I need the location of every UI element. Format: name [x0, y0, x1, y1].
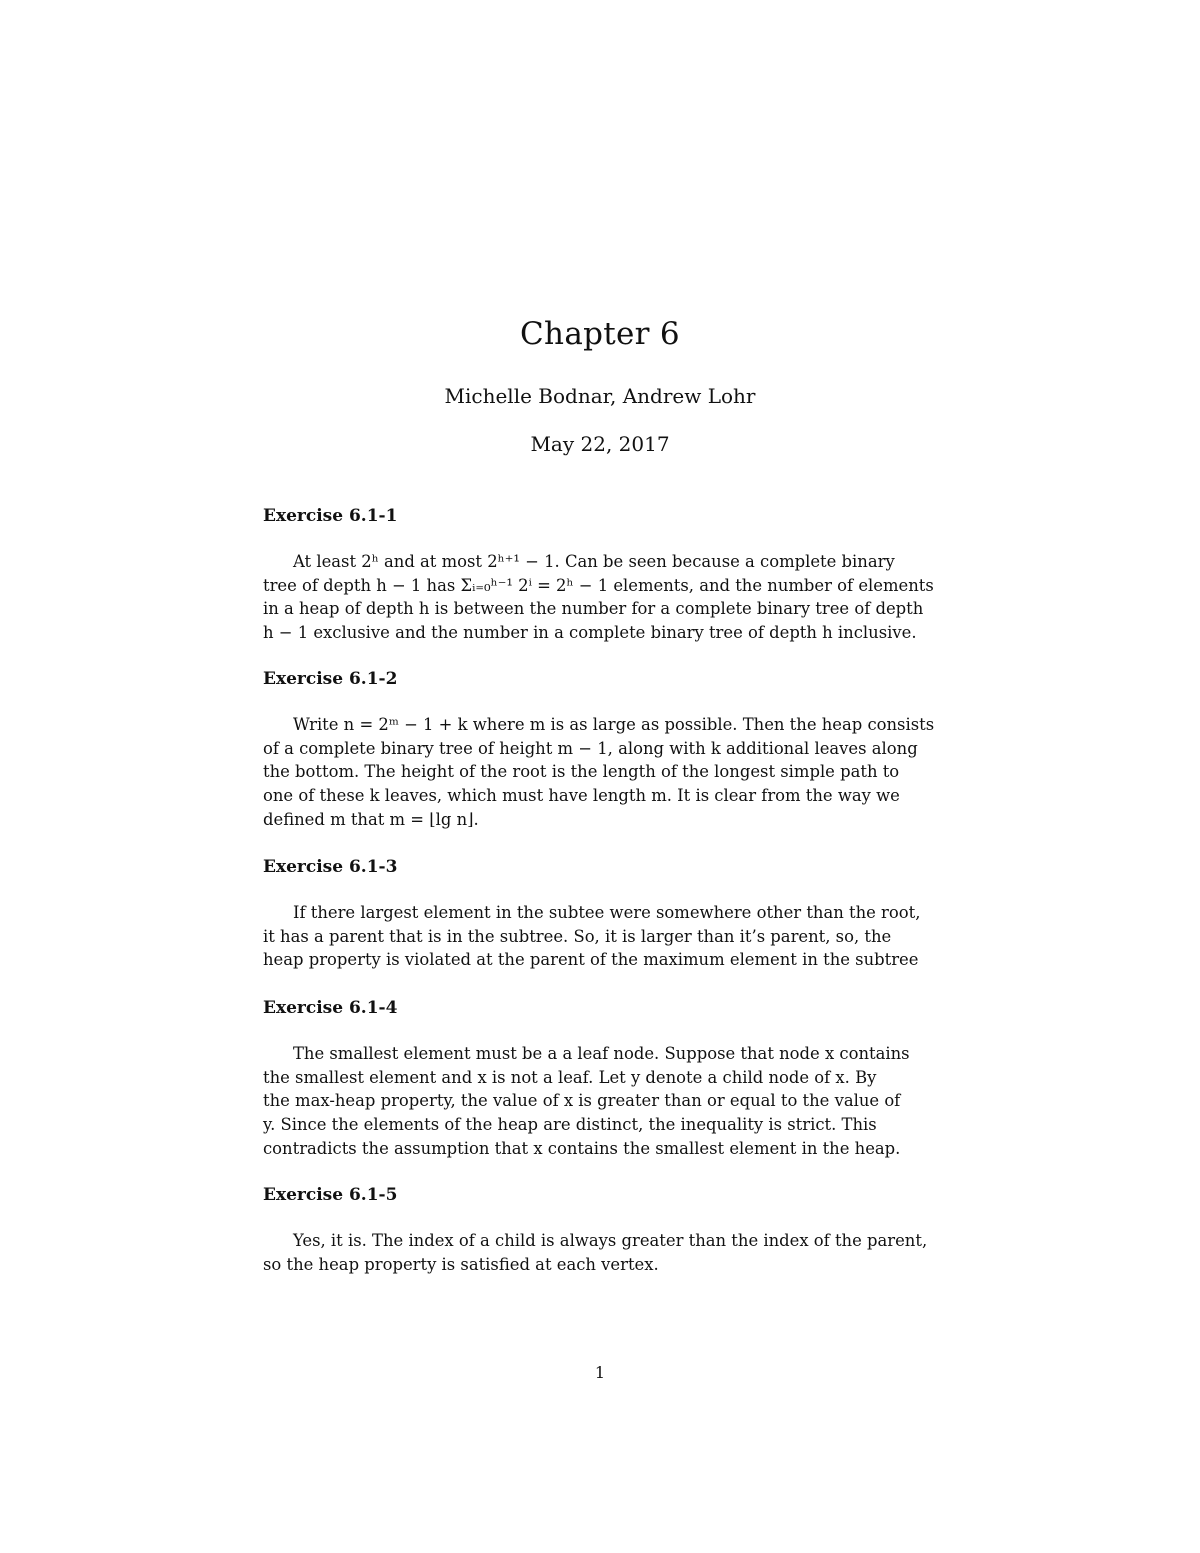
- text-line: of a complete binary tree of height m − 1, along with k additional leaves along: [263, 738, 918, 758]
- text-line: the max-heap property, the value of x is greater than or equal to the value of: [263, 1091, 901, 1111]
- text-line: At least 2ʰ and at most 2ʰ⁺¹ − 1. Can be seen because a complete binary: [293, 552, 895, 571]
- text-line: y. Since the elements of the heap are distinct, the inequality is strict. This: [263, 1115, 877, 1135]
- text-line: the bottom. The height of the root is the length of the longest simple path to: [263, 762, 900, 782]
- exercise-heading: Exercise 6.1-2: [263, 669, 398, 689]
- exercise-body: [263, 1042, 938, 1161]
- text-line: it has a parent that is in the subtree. So, it is larger than it’s parent, so, the: [263, 926, 892, 946]
- text-line: If there largest element in the subtee were somewhere other than the root,: [293, 903, 921, 922]
- chapter-title: Chapter 6: [520, 316, 680, 352]
- date: May 22, 2017: [530, 432, 670, 456]
- exercise-body: [263, 713, 938, 832]
- exercise-heading: Exercise 6.1-4: [263, 998, 398, 1018]
- text-line: Yes, it is. The index of a child is always greater than the index of the parent,: [293, 1231, 928, 1250]
- text-line: so the heap property is satisfied at each vertex.: [263, 1254, 659, 1274]
- exercise-heading: Exercise 6.1-1: [263, 506, 398, 526]
- exercise-body: [263, 901, 938, 972]
- page-number: 1: [594, 1363, 606, 1382]
- text-line: defined m that m = ⌊lg n⌋.: [263, 809, 479, 829]
- text-line: in a heap of depth h is between the number for a complete binary tree of depth: [263, 599, 924, 619]
- text-line: one of these k leaves, which must have length m. It is clear from the way we: [263, 786, 900, 806]
- text-line: heap property is violated at the parent of the maximum element in the subtree: [263, 950, 919, 970]
- text-line: h − 1 exclusive and the number in a complete binary tree of depth h inclusive.: [263, 623, 917, 643]
- text-line: the smallest element and x is not a leaf. Let y denote a child node of x. By: [263, 1067, 877, 1087]
- authors: Michelle Bodnar, Andrew Lohr: [444, 384, 756, 408]
- text-line: Write n = 2ᵐ − 1 + k where m is as large as possible. Then the heap consists: [293, 715, 935, 734]
- text-line: contradicts the assumption that x contains the smallest element in the heap.: [263, 1138, 901, 1158]
- text-line: The smallest element must be a a leaf node. Suppose that node x contains: [293, 1044, 910, 1063]
- exercise-heading: Exercise 6.1-5: [263, 1185, 398, 1205]
- exercise-body: [263, 1229, 938, 1276]
- exercise-heading: Exercise 6.1-3: [263, 857, 398, 877]
- text-line: tree of depth h − 1 has Σᵢ₌₀ʰ⁻¹ 2ⁱ = 2ʰ − 1 elements, and the number of elements: [263, 575, 934, 595]
- exercise-body: [263, 550, 938, 645]
